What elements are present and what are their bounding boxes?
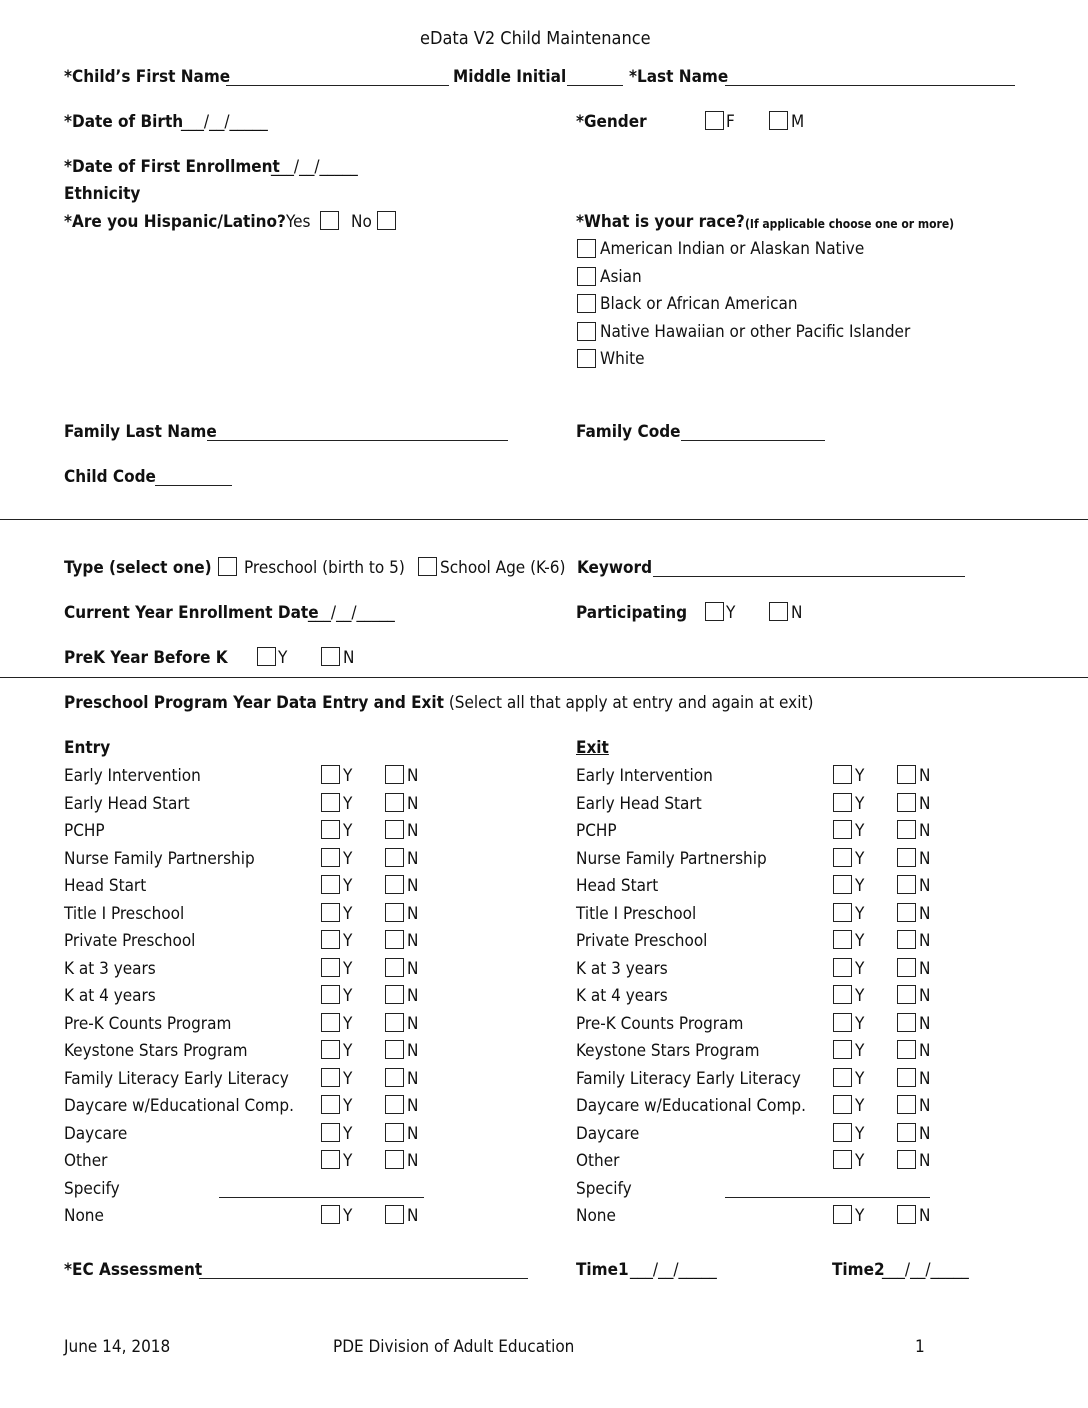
exit-program-y-label: Y — [855, 1013, 865, 1034]
exit-program-n-checkbox[interactable] — [897, 848, 916, 867]
race-option-checkbox[interactable] — [577, 322, 596, 341]
entry-program-y-label: Y — [343, 766, 353, 786]
exit-program-y-label: Y — [855, 1123, 865, 1144]
type-label: Type (select one) — [64, 558, 212, 578]
race-option-checkbox[interactable] — [577, 349, 596, 368]
entry-program-label: Early Head Start — [64, 793, 190, 814]
prek-n-label: N — [343, 648, 355, 668]
gender-label: *Gender — [576, 112, 647, 132]
entry-program-y-label: Y — [343, 793, 353, 814]
exit-program-label: Nurse Family Partnership — [576, 848, 767, 869]
entry-program-label: Family Literacy Early Literacy — [64, 1068, 289, 1089]
exit-program-label: K at 4 years — [576, 986, 668, 1006]
entry-program-n-label: N — [407, 986, 419, 1006]
time1-field[interactable]: ___/__/_____ — [630, 1260, 717, 1280]
exit-program-n-label: N — [919, 1068, 931, 1089]
exit-program-n-checkbox[interactable] — [897, 1095, 916, 1114]
entry-program-y-label: Y — [343, 903, 353, 924]
entry-none-y-label: Y — [343, 1206, 353, 1226]
exit-program-n-checkbox[interactable] — [897, 1068, 916, 1087]
entry-program-n-label: N — [407, 793, 419, 814]
race-option-label: American Indian or Alaskan Native — [600, 239, 865, 259]
exit-program-y-label: Y — [855, 903, 865, 924]
entry-program-label: Title I Preschool — [64, 903, 185, 924]
entry-program-label: Keystone Stars Program — [64, 1041, 248, 1061]
exit-program-n-label: N — [919, 1123, 931, 1144]
prek-n-checkbox[interactable] — [321, 647, 340, 666]
time2-field[interactable]: ___/__/_____ — [882, 1260, 969, 1280]
entry-program-label: Pre-K Counts Program — [64, 1013, 232, 1034]
exit-program-n-label: N — [919, 958, 931, 979]
entry-program-n-label: N — [407, 766, 419, 786]
exit-program-n-checkbox[interactable] — [897, 930, 916, 949]
dob-label: *Date of Birth — [64, 112, 184, 132]
exit-program-y-label: Y — [855, 766, 865, 786]
entry-program-n-label: N — [407, 958, 419, 979]
exit-program-n-label: N — [919, 986, 931, 1006]
exit-none-n-checkbox[interactable] — [897, 1205, 916, 1224]
exit-none-y-checkbox[interactable] — [833, 1205, 852, 1224]
middle-initial-label: Middle Initial — [453, 67, 567, 87]
entry-program-label: K at 3 years — [64, 958, 156, 979]
entry-program-y-checkbox[interactable] — [321, 820, 340, 839]
entry-program-n-label: N — [407, 903, 419, 924]
keyword-field[interactable] — [653, 576, 965, 577]
entry-program-y-checkbox[interactable] — [321, 958, 340, 977]
section-divider — [0, 677, 1088, 678]
program-section-title: Preschool Program Year Data Entry and Exit — [64, 693, 444, 713]
entry-none-label: None — [64, 1206, 104, 1226]
entry-program-y-label: Y — [343, 1041, 353, 1061]
entry-program-y-label: Y — [343, 1123, 353, 1144]
exit-program-n-label: N — [919, 1151, 931, 1171]
exit-program-y-checkbox[interactable] — [833, 958, 852, 977]
type-preschool-checkbox[interactable] — [218, 557, 237, 576]
entry-program-n-label: N — [407, 1151, 419, 1171]
hispanic-yes-checkbox[interactable] — [320, 211, 339, 230]
exit-program-y-checkbox[interactable] — [833, 1013, 852, 1032]
exit-program-label: Keystone Stars Program — [576, 1041, 760, 1061]
entry-program-n-checkbox[interactable] — [385, 1123, 404, 1142]
exit-program-n-checkbox[interactable] — [897, 985, 916, 1004]
exit-program-y-label: Y — [855, 1041, 865, 1061]
entry-program-n-checkbox[interactable] — [385, 930, 404, 949]
first-enrollment-label: *Date of First Enrollment — [64, 157, 280, 177]
entry-specify-field[interactable] — [219, 1197, 424, 1198]
exit-program-y-label: Y — [855, 1096, 865, 1116]
entry-program-y-label: Y — [343, 876, 353, 896]
exit-none-label: None — [576, 1206, 616, 1226]
entry-program-n-checkbox[interactable] — [385, 1068, 404, 1087]
exit-program-y-label: Y — [855, 958, 865, 979]
exit-program-n-checkbox[interactable] — [897, 1123, 916, 1142]
entry-program-label: Daycare — [64, 1123, 128, 1144]
program-section-header — [64, 693, 813, 713]
entry-program-n-checkbox[interactable] — [385, 875, 404, 894]
exit-program-n-checkbox[interactable] — [897, 903, 916, 922]
exit-program-label: Family Literacy Early Literacy — [576, 1068, 801, 1089]
exit-program-n-label: N — [919, 848, 931, 869]
entry-program-y-checkbox[interactable] — [321, 985, 340, 1004]
exit-label: Exit — [576, 738, 609, 758]
entry-program-y-checkbox[interactable] — [321, 765, 340, 784]
exit-program-y-checkbox[interactable] — [833, 848, 852, 867]
gender-f-checkbox[interactable] — [705, 111, 724, 130]
exit-program-y-checkbox[interactable] — [833, 820, 852, 839]
hispanic-no-label: No — [351, 212, 372, 232]
entry-program-y-checkbox[interactable] — [321, 1040, 340, 1059]
entry-program-y-checkbox[interactable] — [321, 903, 340, 922]
entry-program-label: Head Start — [64, 876, 147, 896]
entry-program-y-checkbox[interactable] — [321, 1068, 340, 1087]
exit-program-y-checkbox[interactable] — [833, 875, 852, 894]
entry-program-y-checkbox[interactable] — [321, 1013, 340, 1032]
participating-label: Participating — [576, 603, 688, 623]
entry-label: Entry — [64, 738, 111, 758]
time1-label: Time1 — [576, 1260, 629, 1280]
entry-program-y-label: Y — [343, 821, 353, 841]
entry-program-n-label: N — [407, 931, 419, 951]
entry-program-y-label: Y — [343, 1151, 353, 1171]
prek-y-checkbox[interactable] — [257, 647, 276, 666]
page-title: eData V2 Child Maintenance — [420, 28, 651, 49]
race-option-label: White — [600, 349, 645, 369]
exit-program-label: Daycare — [576, 1123, 640, 1144]
exit-program-n-checkbox[interactable] — [897, 1013, 916, 1032]
exit-program-label: Daycare w/Educational Comp. — [576, 1096, 806, 1116]
exit-program-y-checkbox[interactable] — [833, 1068, 852, 1087]
entry-program-label: PCHP — [64, 821, 105, 841]
exit-program-n-checkbox[interactable] — [897, 958, 916, 977]
entry-program-n-checkbox[interactable] — [385, 1040, 404, 1059]
entry-program-y-label: Y — [343, 1013, 353, 1034]
child-first-name-label: *Child’s First Name — [64, 67, 231, 87]
entry-program-label: Early Intervention — [64, 766, 201, 786]
race-option-label: Black or African American — [600, 294, 798, 314]
exit-program-y-label: Y — [855, 848, 865, 869]
exit-program-label: K at 3 years — [576, 958, 668, 979]
type-school-age-checkbox[interactable] — [418, 557, 437, 576]
exit-program-label: Private Preschool — [576, 931, 708, 951]
exit-program-y-label: Y — [855, 1151, 865, 1171]
race-option-label: Asian — [600, 266, 642, 287]
exit-program-n-checkbox[interactable] — [897, 765, 916, 784]
exit-program-y-checkbox[interactable] — [833, 1040, 852, 1059]
exit-program-label: Title I Preschool — [576, 903, 697, 924]
footer-org: PDE Division of Adult Education — [333, 1337, 575, 1357]
exit-program-y-checkbox[interactable] — [833, 793, 852, 812]
current-enrollment-field[interactable]: ___/__/_____ — [308, 603, 395, 623]
exit-program-y-label: Y — [855, 793, 865, 814]
exit-program-y-label: Y — [855, 986, 865, 1006]
family-code-field[interactable] — [681, 440, 825, 441]
entry-program-y-checkbox[interactable] — [321, 930, 340, 949]
section-divider — [0, 519, 1088, 520]
time2-label: Time2 — [832, 1260, 885, 1280]
entry-program-n-checkbox[interactable] — [385, 765, 404, 784]
exit-program-n-label: N — [919, 793, 931, 814]
entry-program-n-checkbox[interactable] — [385, 958, 404, 977]
dob-field[interactable]: ___/__/_____ — [181, 112, 268, 132]
exit-program-label: Pre-K Counts Program — [576, 1013, 744, 1034]
entry-program-n-label: N — [407, 821, 419, 841]
exit-program-n-label: N — [919, 821, 931, 841]
child-first-name-field[interactable] — [226, 85, 449, 86]
exit-program-y-label: Y — [855, 931, 865, 951]
exit-program-y-label: Y — [855, 876, 865, 896]
exit-program-n-checkbox[interactable] — [897, 1150, 916, 1169]
child-code-label: Child Code — [64, 467, 156, 487]
ec-assessment-field[interactable] — [199, 1278, 528, 1279]
exit-program-n-checkbox[interactable] — [897, 875, 916, 894]
participating-n-label: N — [791, 603, 803, 623]
entry-program-y-checkbox[interactable] — [321, 848, 340, 867]
entry-program-y-label: Y — [343, 986, 353, 1006]
entry-program-n-checkbox[interactable] — [385, 820, 404, 839]
entry-program-n-label: N — [407, 1041, 419, 1061]
footer-date: June 14, 2018 — [64, 1337, 171, 1357]
entry-program-label: K at 4 years — [64, 986, 156, 1006]
keyword-label: Keyword — [577, 558, 653, 578]
entry-program-n-checkbox[interactable] — [385, 1150, 404, 1169]
exit-program-n-label: N — [919, 931, 931, 951]
current-enrollment-label: Current Year Enrollment Date — [64, 603, 319, 623]
race-option-checkbox[interactable] — [577, 294, 596, 313]
exit-program-label: Early Intervention — [576, 766, 713, 786]
entry-program-n-checkbox[interactable] — [385, 848, 404, 867]
entry-program-y-label: Y — [343, 1068, 353, 1089]
entry-program-y-checkbox[interactable] — [321, 875, 340, 894]
entry-program-n-checkbox[interactable] — [385, 985, 404, 1004]
entry-program-y-label: Y — [343, 958, 353, 979]
exit-program-label: Head Start — [576, 876, 659, 896]
exit-program-n-label: N — [919, 903, 931, 924]
child-code-field[interactable] — [155, 485, 232, 486]
exit-program-label: PCHP — [576, 821, 617, 841]
gender-f-label: F — [726, 112, 735, 132]
entry-program-n-checkbox[interactable] — [385, 1095, 404, 1114]
entry-program-n-checkbox[interactable] — [385, 793, 404, 812]
last-name-label: *Last Name — [629, 67, 729, 87]
last-name-field[interactable] — [725, 85, 1015, 86]
exit-none-y-label: Y — [855, 1206, 865, 1226]
entry-program-n-label: N — [407, 1123, 419, 1144]
exit-program-n-checkbox[interactable] — [897, 793, 916, 812]
ec-assessment-label: *EC Assessment — [64, 1260, 203, 1280]
exit-program-label: Other — [576, 1151, 620, 1171]
gender-m-label: M — [791, 112, 805, 132]
exit-program-y-checkbox[interactable] — [833, 930, 852, 949]
entry-program-y-checkbox[interactable] — [321, 793, 340, 812]
entry-program-n-checkbox[interactable] — [385, 1013, 404, 1032]
race-option-checkbox[interactable] — [577, 239, 596, 258]
gender-m-checkbox[interactable] — [769, 111, 788, 130]
entry-program-y-checkbox[interactable] — [321, 1095, 340, 1114]
entry-program-y-checkbox[interactable] — [321, 1150, 340, 1169]
exit-specify-field[interactable] — [725, 1197, 930, 1198]
entry-none-n-label: N — [407, 1206, 419, 1226]
entry-program-y-label: Y — [343, 848, 353, 869]
type-school-age-label: School Age (K-6) — [440, 558, 566, 578]
family-last-name-label: Family Last Name — [64, 422, 217, 442]
entry-none-y-checkbox[interactable] — [321, 1205, 340, 1224]
race-option-label: Native Hawaiian or other Pacific Islander — [600, 321, 911, 342]
exit-program-n-label: N — [919, 1013, 931, 1034]
entry-program-label: Daycare w/Educational Comp. — [64, 1096, 294, 1116]
entry-program-n-label: N — [407, 1096, 419, 1116]
entry-specify-label: Specify — [64, 1178, 120, 1199]
prek-label: PreK Year Before K — [64, 648, 228, 668]
entry-program-n-label: N — [407, 1068, 419, 1089]
exit-program-label: Early Head Start — [576, 793, 702, 814]
exit-program-n-label: N — [919, 876, 931, 896]
middle-initial-field[interactable] — [567, 85, 623, 86]
exit-program-n-label: N — [919, 766, 931, 786]
type-preschool-label: Preschool (birth to 5) — [244, 558, 405, 578]
entry-program-n-label: N — [407, 1013, 419, 1034]
exit-program-n-checkbox[interactable] — [897, 820, 916, 839]
exit-program-y-label: Y — [855, 821, 865, 841]
exit-program-y-checkbox[interactable] — [833, 1095, 852, 1114]
hispanic-label: *Are you Hispanic/Latino? — [64, 212, 286, 232]
entry-program-y-label: Y — [343, 1096, 353, 1116]
exit-program-y-checkbox[interactable] — [833, 1123, 852, 1142]
program-section-note: (Select all that apply at entry and again at exit) — [448, 693, 814, 713]
exit-program-y-checkbox[interactable] — [833, 1150, 852, 1169]
entry-program-n-checkbox[interactable] — [385, 903, 404, 922]
prek-y-label: Y — [278, 648, 288, 668]
race-label: *What is your race? — [576, 212, 745, 232]
participating-y-checkbox[interactable] — [705, 602, 724, 621]
entry-program-label: Private Preschool — [64, 931, 196, 951]
race-note: (If applicable choose one or more) — [745, 217, 955, 231]
exit-program-n-checkbox[interactable] — [897, 1040, 916, 1059]
entry-program-y-label: Y — [343, 931, 353, 951]
participating-y-label: Y — [726, 603, 736, 623]
hispanic-yes-label: Yes — [286, 212, 311, 232]
exit-none-n-label: N — [919, 1206, 931, 1226]
exit-program-y-checkbox[interactable] — [833, 903, 852, 922]
entry-program-y-checkbox[interactable] — [321, 1123, 340, 1142]
hispanic-no-checkbox[interactable] — [377, 211, 396, 230]
entry-program-n-label: N — [407, 848, 419, 869]
ethnicity-label: Ethnicity — [64, 184, 141, 204]
race-option-checkbox[interactable] — [577, 267, 596, 286]
entry-program-label: Nurse Family Partnership — [64, 848, 255, 869]
first-enrollment-field[interactable]: ___/__/_____ — [271, 157, 358, 177]
entry-none-n-checkbox[interactable] — [385, 1205, 404, 1224]
family-last-name-field[interactable] — [207, 440, 508, 441]
exit-specify-label: Specify — [576, 1178, 632, 1199]
page-number: 1 — [915, 1337, 925, 1357]
exit-program-y-checkbox[interactable] — [833, 985, 852, 1004]
entry-program-label: Other — [64, 1151, 108, 1171]
exit-program-y-checkbox[interactable] — [833, 765, 852, 784]
exit-program-n-label: N — [919, 1096, 931, 1116]
family-code-label: Family Code — [576, 422, 681, 442]
entry-program-n-label: N — [407, 876, 419, 896]
exit-program-y-label: Y — [855, 1068, 865, 1089]
participating-n-checkbox[interactable] — [769, 602, 788, 621]
exit-program-n-label: N — [919, 1041, 931, 1061]
